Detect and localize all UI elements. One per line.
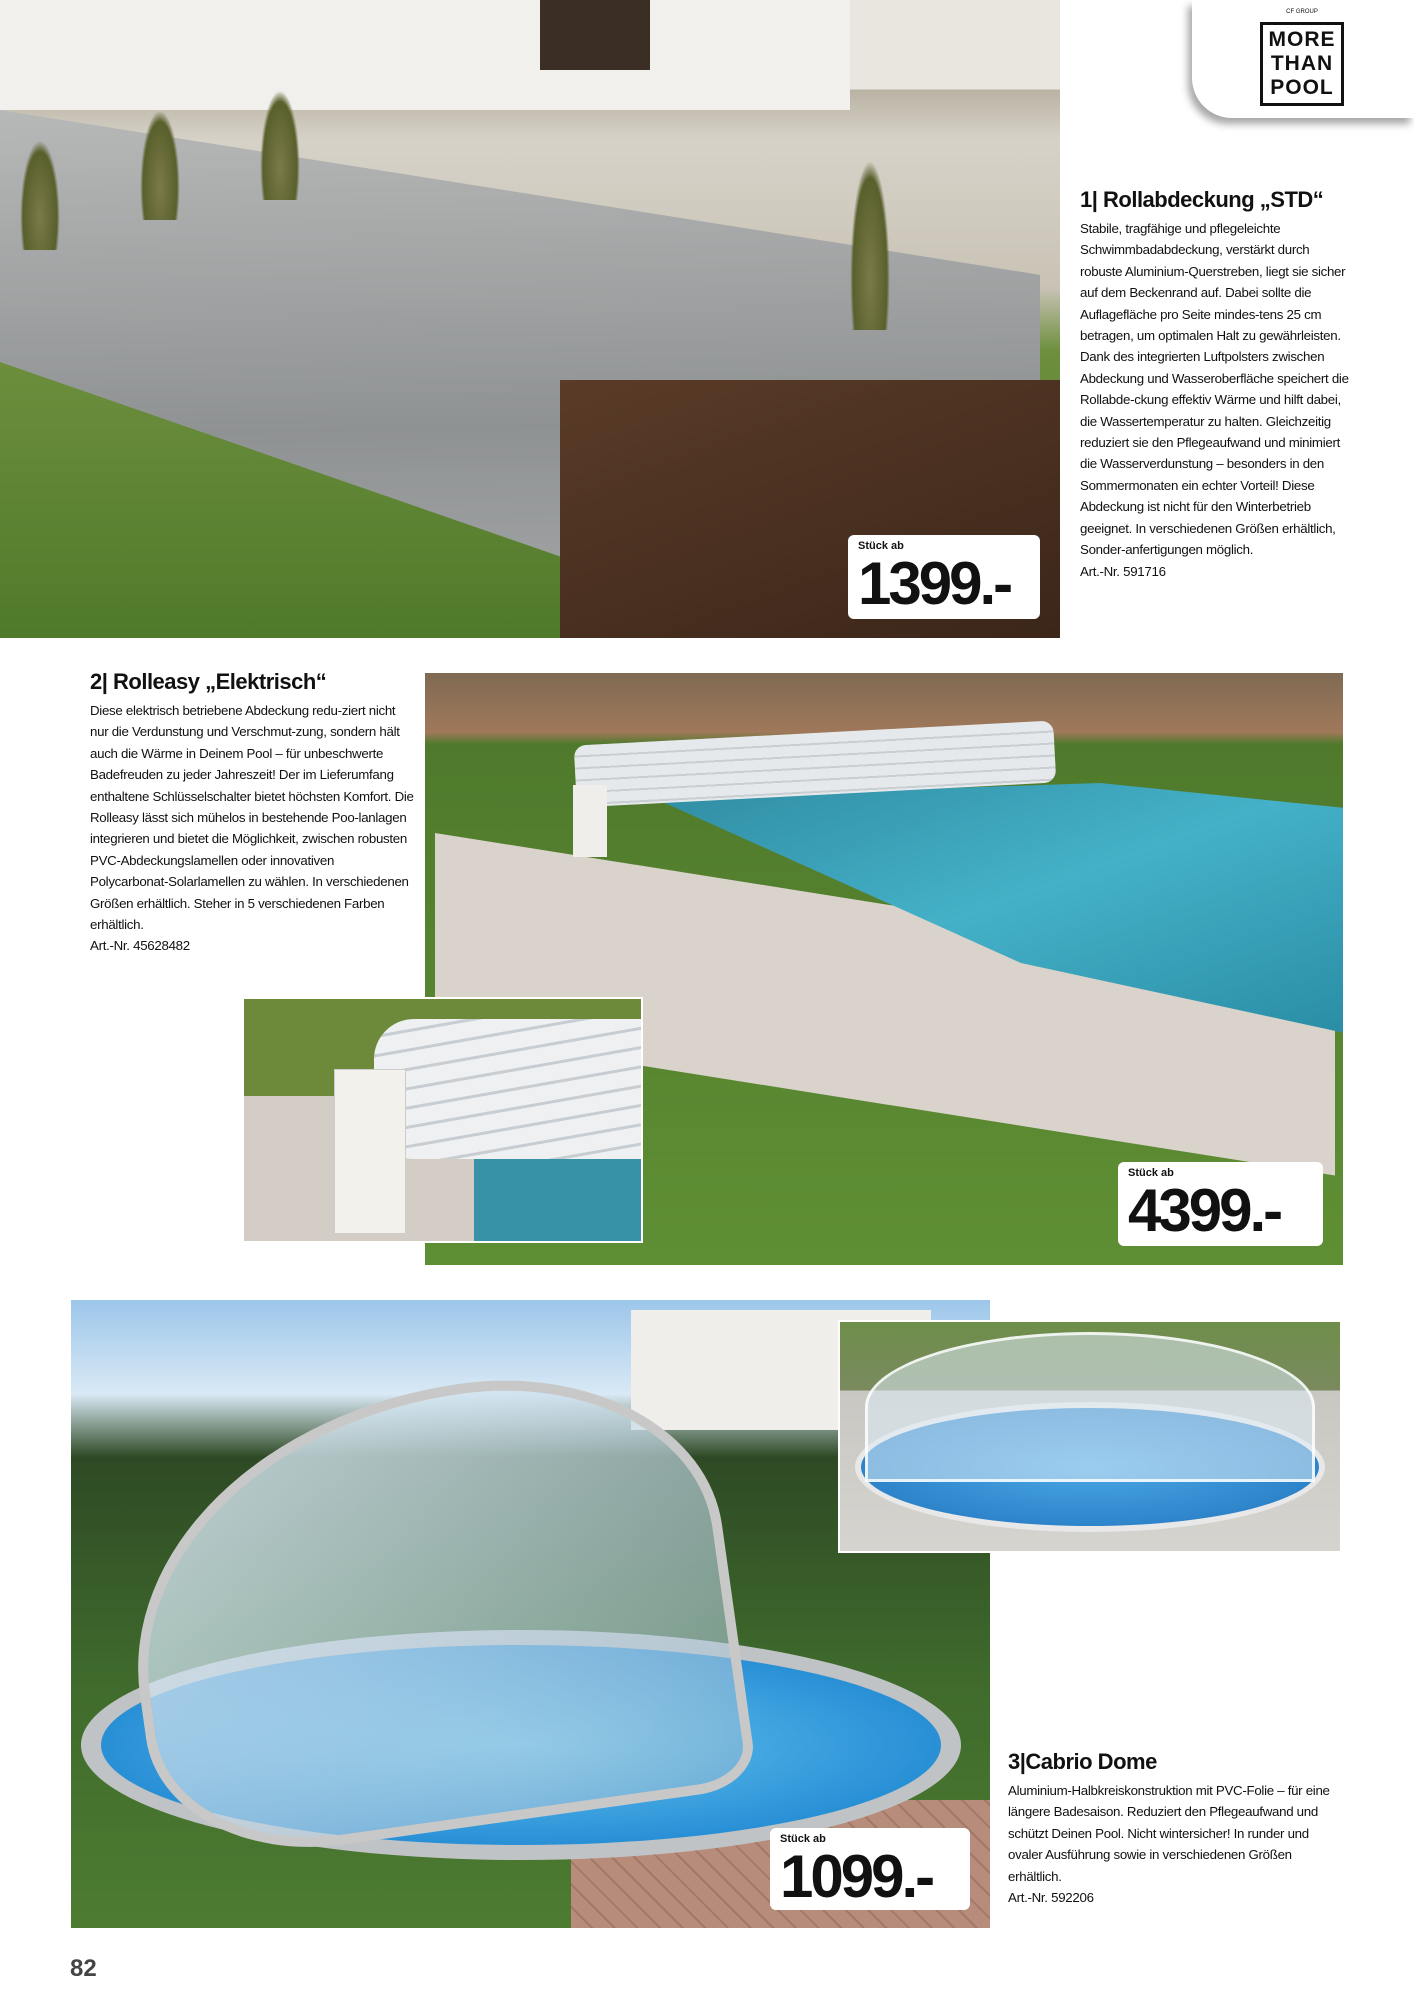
product-title: 2| Rolleasy „Elektrisch“ xyxy=(90,669,327,694)
dome-cover xyxy=(865,1332,1315,1482)
logo-line: THAN xyxy=(1270,52,1334,75)
slat-roller xyxy=(374,1019,643,1159)
price-tag-3 xyxy=(770,1828,970,1910)
price-tag-1 xyxy=(848,535,1040,619)
product-title: 1| Rollabdeckung „STD“ xyxy=(1080,187,1324,212)
grass-plant xyxy=(140,110,180,220)
more-than-pool-logo xyxy=(1260,22,1344,106)
price-label: Stück ab xyxy=(780,1833,826,1845)
grass-plant xyxy=(20,140,60,250)
house-door xyxy=(540,0,650,70)
page-number: 82 xyxy=(70,1955,97,1982)
product-1-text xyxy=(1080,186,1355,582)
price-value: 4399.- xyxy=(1128,1177,1281,1244)
article-number: Art.-Nr. 45628482 xyxy=(90,938,190,954)
article-number: Art.-Nr. 592206 xyxy=(1008,1890,1094,1906)
article-number: Art.-Nr. 591716 xyxy=(1080,563,1166,579)
product-description: Diese elektrisch betriebene Abdeckung redu-ziert nicht nur die Verdunstung und Verschmut-zung, sondern hält auch die Wärme in Deinem Pool – für unbeschwerte Badefreuden zu jeder Jahreszeit! Der im Lieferumfang enthaltene Schlüsselschalter bietet höchsten Komfort. Die Rolleasy lässt sich mühelos in bestehende Poo-lanlagen integrieren und bietet die Möglichkeit, zwischen robusten PVC-Abdeckungslamellen oder innovativen Polycarbonat-Solarlamellen zu wählen. In verschiedenen Größen erhältlich. Steher in 5 verschiedenen Farben erhältlich. xyxy=(90,703,414,933)
product-2-text xyxy=(90,668,415,957)
rolleasy-detail-photo xyxy=(242,997,643,1243)
grass-plant xyxy=(850,160,890,330)
cabrio-dome-closed-photo xyxy=(838,1320,1342,1553)
logo-line: POOL xyxy=(1270,76,1334,99)
product-description: Aluminium-Halbkreiskonstruktion mit PVC-Folie – für eine längere Badesaison. Reduziert den Pflegeaufwand und schützt Deinen Pool. Nicht wintersicher! In runder und ovaler Ausführung sowie in verschiedenen Größen erhältlich. xyxy=(1008,1783,1330,1884)
product-description: Stabile, tragfähige und pflegeleichte Schwimmbadabdeckung, verstärkt durch robuste Aluminium-Querstreben, liegt sie sicher auf dem Beckenrand auf. Dabei sollte die Auflagefläche pro Seite mindes-tens 25 cm betragen, um optimalen Halt zu gewährleisten. Dank des integrierten Luftpolsters zwischen Abdeckung und Wasseroberfläche speichert die Rollabde-ckung effektiv Wärme und hilft dabei, die Wassertemperatur zu halten. Gleichzeitig reduziert sie den Pflegeaufwand und minimiert die Wasserverdunstung – besonders in den Sommermonaten ein echter Vorteil! Diese Abdeckung ist nicht für den Winterbetrieb geeignet. In verschiedenen Größen erhältlich, Sonder-anfertigungen möglich. xyxy=(1080,221,1349,558)
logo-line: MORE xyxy=(1268,28,1336,51)
price-label: Stück ab xyxy=(858,540,904,552)
dome-cover xyxy=(103,1350,758,1869)
product-3-text xyxy=(1008,1748,1343,1908)
price-label: Stück ab xyxy=(1128,1167,1174,1179)
product-title: 3|Cabrio Dome xyxy=(1008,1749,1157,1774)
grass-plant xyxy=(260,90,300,200)
roller-stand xyxy=(573,785,607,857)
house-wall xyxy=(0,0,850,110)
logo-group-text: CF GROUP xyxy=(1278,8,1326,16)
roller-stand xyxy=(334,1069,406,1234)
price-value: 1099.- xyxy=(780,1843,933,1910)
price-value: 1399.- xyxy=(858,550,1011,617)
price-tag-2 xyxy=(1118,1162,1323,1246)
